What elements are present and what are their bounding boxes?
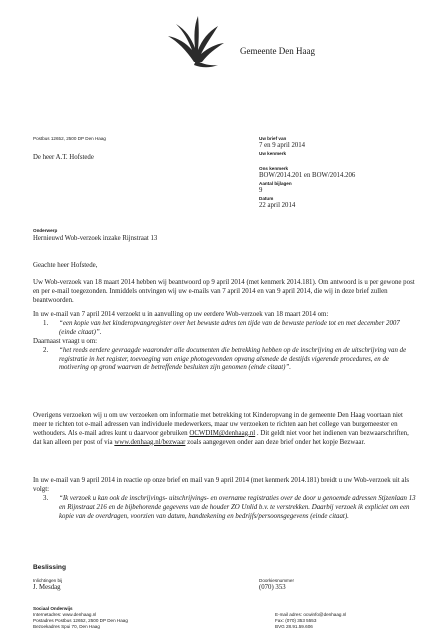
footer-internet: Internetadres: www.denhaag.nl xyxy=(33,612,97,617)
list-item xyxy=(33,320,418,338)
subject-value: Hernieuwd Wob-verzoek inzake Rijnstraat 13 xyxy=(33,235,158,242)
item-text: “een kopie van het kinderopvangregister over het bewuste adres ten tijde van de bewuste periode tot en met december 2007 (einde citaat)”. xyxy=(59,319,400,336)
contact-name: J. Mesdag xyxy=(33,584,61,591)
item-number: 2. xyxy=(43,346,49,354)
salutation: Geachte heer Hofstede, xyxy=(33,262,98,269)
return-address: Postbus 12652, 2500 DP Den Haag xyxy=(33,136,106,141)
phone-label: Doorkiesnummer xyxy=(259,578,294,583)
bezwaar-link[interactable]: www.denhaag.nl/bezwaar xyxy=(114,438,186,446)
list-item xyxy=(33,347,418,374)
footer-bvg: BVG 28.91.59.606 xyxy=(275,624,313,629)
list-item xyxy=(33,495,418,522)
municipal-eagle-logo xyxy=(158,10,230,70)
item-text: “het reeds eerdere gevraagde waaronder alle documenten die betrekking hebben op de inschrijving en de uitschrijving van de registratie in het register, toevoeging van enige photogevonden opvang alsmede de destijds vigerende procedures, en de motivering op grond waarvan de betreffende besluiten zijn genomen (einde citaat)”. xyxy=(59,346,407,372)
bijlagen-label: Aantal bijlagen xyxy=(259,181,292,186)
organization-name: Gemeente Den Haag xyxy=(240,46,315,56)
footer-postal: Postadres Postbus 12652, 2500 DP Den Haag xyxy=(33,618,128,623)
contact-label: Inlichtingen bij xyxy=(33,578,63,583)
paragraph-request-2: In uw e-mail van 9 april 2014 in reactie op onze brief en mail van 9 april 2014 (met kenmerk 2014.181) breidt u uw Wob-verzoek uit als volgt: xyxy=(33,477,410,493)
paragraph-intro: Uw Wob-verzoek van 18 maart 2014 hebben wij beantwoord op 9 april 2014 (met kenmerk 2014.181). Om antwoord is u per gewone post en per e-mail toegezonden. Inmiddels ontvingen wij uw e-mails van 7 april 2014 en van 9 april 2014, die wij in deze brief zullen beantwoorden. xyxy=(33,279,415,304)
request-list-2 xyxy=(33,347,418,374)
request-section-1 xyxy=(33,311,418,373)
paragraph-contact-instructions xyxy=(33,412,418,448)
addressee: De heer A.T. Hofstede xyxy=(33,154,94,161)
footer-email: E-mail adres: ocwinfo@denhaag.nl xyxy=(275,612,347,617)
request-section-2 xyxy=(33,477,418,522)
text-part: Overigens verzoeken wij u om uw verzoeken om informatie met betrekking tot Kinderopvang in de gemeente Den Haag voortaan niet meer te richten tot e-mail adressen van individuele medewerkers, maar uw verzoeken te richten aan het college van burgemeester en wethouders. Als e-mail adres kunt u daarvoor gebruiken xyxy=(33,412,403,437)
uw-brief-van-value: 7 en 9 april 2014 xyxy=(259,142,306,149)
further-request: Daarnaast vraagt u om: xyxy=(33,337,98,345)
text-part: . Dit geldt niet voor het indienen van bezwaarschriften, dat kan alleen per post of via xyxy=(33,429,409,446)
footer-fax: Fax: (070) 353 5553 xyxy=(275,618,317,623)
item-text: “Ik verzoek u kan ook de inschrijvings- uitschrijvings- en overname registraties over de door u genoemde adressen Stjzenlaan 13 en Rijnstraat 216 en de bijbehorende gegevens van de houder ZO Unlid b.v. te verstrekken. Daarbij verzoek ik expliciet om een kopie van de overdragen, voorzien van datum, handtekening en bedrijfs/persoonsgegevens (einde citaat). xyxy=(59,494,416,520)
datum-label: Datum xyxy=(259,196,274,201)
bijlagen-value: 9 xyxy=(259,187,263,194)
decision-heading: Beslissing xyxy=(33,564,66,571)
item-number: 1. xyxy=(43,319,49,327)
item-number: 3. xyxy=(43,494,49,502)
footer-visit: Bezoekadres Spui 70, Den Haag xyxy=(33,624,100,629)
email-link[interactable]: OCWDIM@denhaag.nl xyxy=(189,429,256,437)
phone-value: (070) 353 xyxy=(259,584,286,591)
ons-kenmerk-value: BOW/2014.201 en BOW/2014.206 xyxy=(259,172,356,179)
uw-kenmerk-label: Uw kenmerk xyxy=(259,151,287,156)
request-list-1 xyxy=(33,320,418,338)
request-list-3 xyxy=(33,495,418,522)
uw-brief-van-label: Uw brief van xyxy=(259,136,287,141)
ons-kenmerk-label: Ons kenmerk xyxy=(259,166,289,171)
text-part: zoals aangegeven onder aan deze brief onder het kopje Bezwaar. xyxy=(185,438,366,446)
subject-label: Onderwerp xyxy=(33,228,58,233)
footer-department: Sociaal Onderwijs xyxy=(33,606,73,611)
paragraph-request-1: In uw e-mail van 7 april 2014 verzoekt u in aanvulling op uw eerdere Wob-verzoek van 18 maart 2014 om: xyxy=(33,311,329,318)
datum-value: 22 april 2014 xyxy=(259,202,296,209)
